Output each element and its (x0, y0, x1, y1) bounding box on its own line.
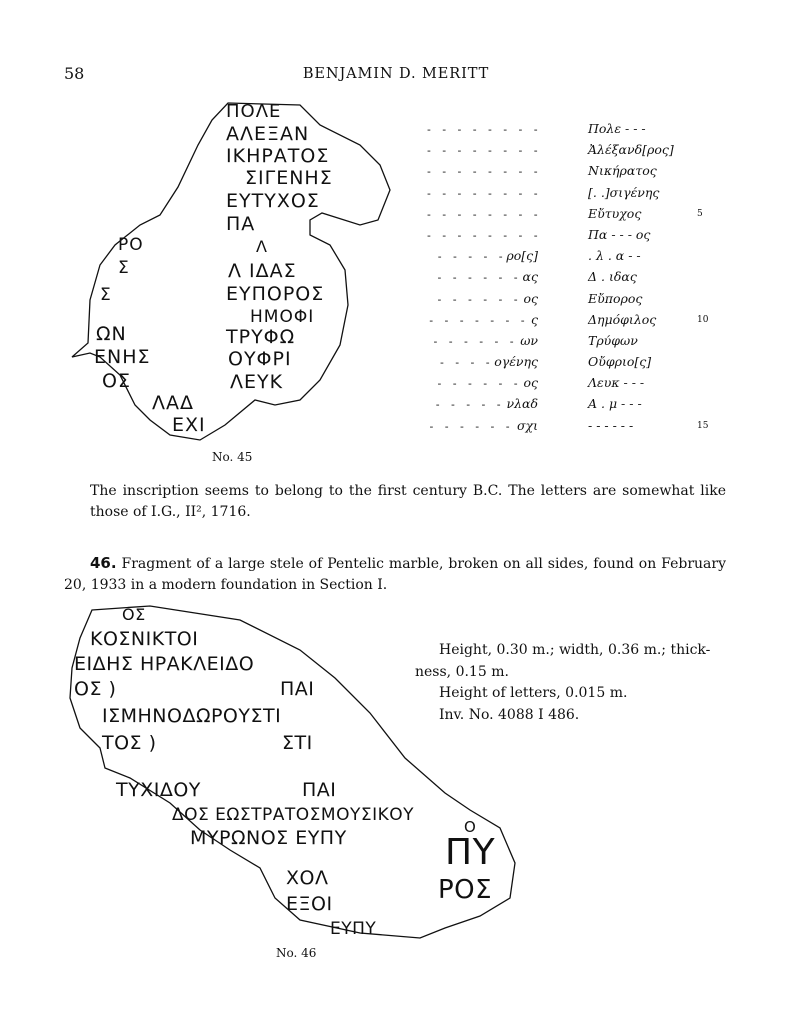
frag45-line: ΡΟ (118, 235, 144, 255)
frag46-line: ΕΥΠΥ (330, 919, 377, 939)
frag45-line: ΙΚΗΡΑΤΟΣ (226, 145, 330, 167)
frag46-line: ΠΑΙ (302, 779, 337, 801)
page-number: 58 (64, 64, 85, 83)
fragment-45-caption: No. 45 (212, 450, 253, 464)
transcription-row: - - - - - - - - Νικήρατος (425, 163, 657, 179)
frag46-line: ΠΑΙ (280, 678, 315, 700)
commentary-45: The inscription seems to belong to the first century B.C. The letters are somewhat like those of I.G., II², 1716. (90, 483, 726, 520)
frag46-line: ΤΥΧΙΔΟΥ (116, 779, 201, 801)
frag45-line: ΩΝ (96, 323, 127, 345)
transcription-row: - - - - ογένης Οὔφριο[ς] (438, 354, 652, 370)
frag46-line: ΟΣ ) (74, 678, 117, 700)
frag45-line: ΕΧΙ (172, 414, 206, 436)
fragment-46-drawing (60, 598, 530, 943)
frag45-line: ΠΟΛΕ (226, 101, 282, 122)
transcription-row: - - - - - - - - Πολε - - - (425, 121, 646, 136)
transcription-45 (425, 121, 710, 439)
line-number: 15 (697, 420, 709, 431)
frag45-line: Λ (256, 237, 268, 256)
transcription-row: - - - - - - - ς Δημόφιλος 10 (427, 311, 709, 327)
transcription-row: - - - - - - - - Εὔτυχος 5 (425, 205, 703, 221)
frag46-line: ΧΟΛ (286, 867, 329, 889)
transcription-row: - - - - - - ας Δ . ιδας (436, 269, 637, 285)
frag46-line: ΕΞΟΙ (286, 893, 333, 915)
frag46-line: ΔΟΣ ΕΩΣΤΡΑΤΟΣΜΟΥΣΙΚΟΥ (172, 805, 415, 825)
transcription-row: - - - - - - - - [. .]σιγένης (425, 184, 660, 200)
frag45-line: Σ (100, 285, 112, 305)
transcription-row: - - - - - - ος Εὔπορος (436, 290, 643, 306)
line-number: 5 (697, 208, 703, 219)
line-number: 10 (697, 314, 709, 325)
frag46-line: ΚΟΣΝΙΚΤΟΙ (90, 628, 199, 650)
transcription-row: - - - - - - - - Ἀλέξανδ[ρος] (425, 142, 674, 158)
dimension-line: Inv. No. 4088 I 486. (439, 706, 580, 723)
frag45-line: ΤΡΥΦΩ (226, 326, 296, 348)
frag45-line: Σ (118, 258, 130, 278)
dimension-line: ness, 0.15 m. (415, 663, 509, 680)
frag45-line: ΕΥΤΥΧΟΣ (226, 190, 320, 212)
frag45-line: ΣΙΓΕΝΗΣ (245, 167, 333, 189)
frag45-line: ΟΥΦΡΙ (228, 348, 292, 370)
transcription-row: - - - - - - σχι - - - - - - 15 (428, 417, 709, 433)
transcription-row: - - - - - ρο[ς] . λ . α - - (436, 248, 641, 264)
frag46-line: Ο (464, 818, 477, 836)
frag46-line: ΣΤΙ (282, 732, 313, 754)
entry-46 (64, 553, 726, 596)
frag46-line: ΡΟΣ (438, 875, 493, 905)
entry-46-description: Fragment of a large stele of Pentelic marble, broken on all sides, found on February 20, 1933 in a modern foundation in Section Ι. (64, 556, 727, 593)
entry-number: 46. (90, 554, 117, 572)
transcription-row: - - - - - - ων Τρύφων (432, 332, 638, 348)
transcription-row: - - - - - - - - Πα - - - ος (425, 226, 651, 242)
frag46-line: ΠΥ (445, 832, 496, 873)
frag45-line: ΟΣ (102, 370, 131, 392)
frag46-line: ΟΣ (122, 605, 146, 624)
dimension-line: Height of letters, 0.015 m. (439, 685, 628, 701)
frag45-line: Λ ΙΔΑΣ (228, 260, 297, 282)
frag46-line: ΤΟΣ ) (102, 732, 157, 754)
frag45-line: ΛΑΔ (152, 392, 194, 414)
frag45-line: ΗΜΟΦΙ (250, 307, 315, 327)
fragment-45-drawing (60, 95, 400, 445)
frag45-line: ΕΥΠΟΡΟΣ (226, 283, 325, 305)
frag45-line: ΛΕΥΚ (230, 371, 284, 393)
dimension-line: Height, 0.30 m.; width, 0.36 m.; thick- (439, 642, 711, 658)
transcription-row: - - - - - νλαδ Α . μ - - - (434, 396, 642, 412)
frag46-line: ΕΙΔΗΣ ΗΡΑΚΛΕΙΔΟ (74, 653, 255, 675)
frag46-line: ΙΣΜΗΝΟΔΩΡΟΥΣΤΙ (102, 705, 282, 727)
transcription-row: - - - - - - ος Λευκ - - - (436, 375, 645, 391)
frag45-line: ΕΝΗΣ (94, 346, 151, 368)
running-header-author: BENJAMIN D. MERITT (302, 66, 490, 82)
frag45-line: ΠΑ (226, 213, 256, 235)
frag45-line: ΑΛΕΞΑΝ (226, 123, 310, 145)
fragment-46-caption: No. 46 (276, 946, 317, 960)
frag46-line: ΜΥΡΩΝΟΣ ΕΥΠΥ (190, 827, 347, 849)
